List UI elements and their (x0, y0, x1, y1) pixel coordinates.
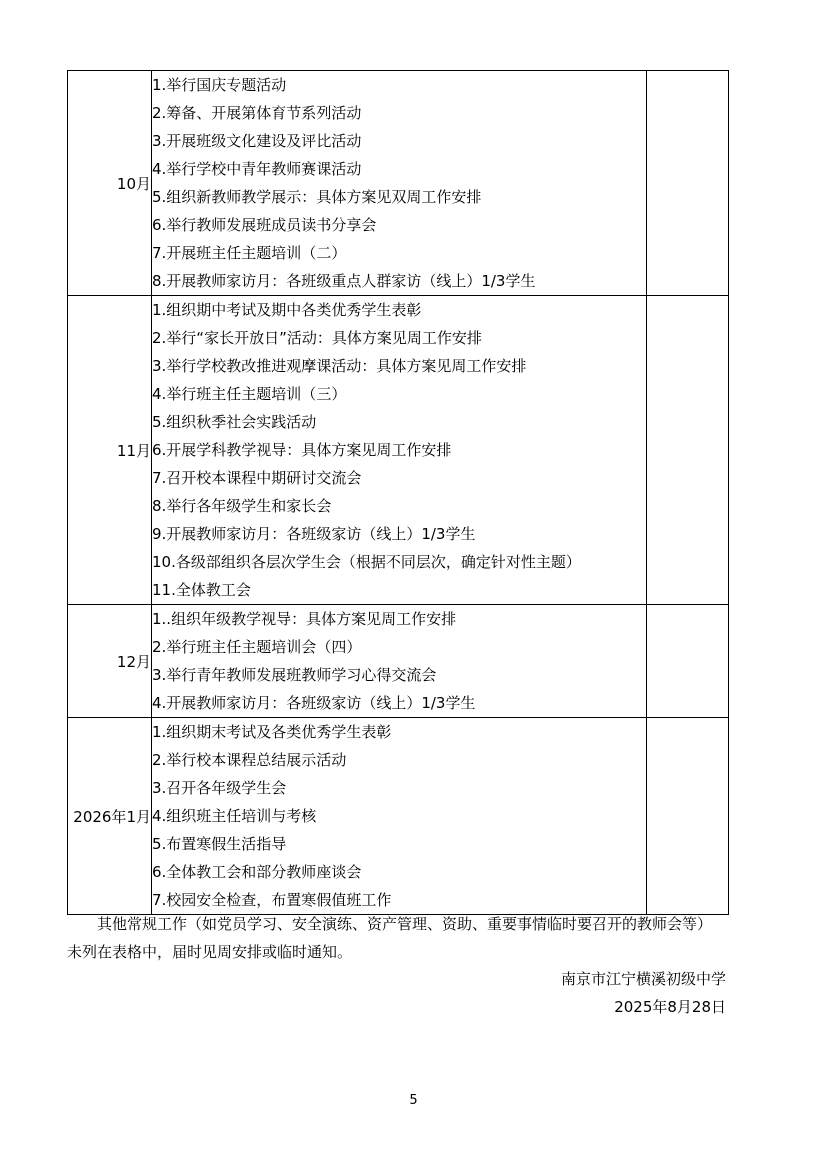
activities-cell (152, 605, 647, 718)
month-cell: 12月 (68, 605, 152, 718)
activity-item: 5.组织新教师教学展示：具体方案见双周工作安排 (152, 188, 482, 206)
activity-item: 6.开展学科教学视导：具体方案见周工作安排 (152, 441, 452, 459)
activity-item: 3.开展班级文化建设及评比活动 (152, 132, 362, 150)
activities-cell (152, 71, 647, 296)
activity-item: 4.举行班主任主题培训（三） (152, 385, 347, 403)
month-cell: 11月 (68, 296, 152, 605)
activity-item: 8.开展教师家访月：各班级重点人群家访（线上）1/3学生 (152, 272, 536, 290)
activity-item: 6.全体教工会和部分教师座谈会 (152, 863, 362, 881)
activity-item: 2.筹备、开展第体育节系列活动 (152, 104, 362, 122)
activity-item: 5.组织秋季社会实践活动 (152, 413, 317, 431)
activity-item: 2.举行“家长开放日”活动：具体方案见周工作安排 (152, 329, 482, 347)
remarks-cell (647, 605, 729, 718)
activity-item: 8.举行各年级学生和家长会 (152, 497, 332, 515)
month-cell: 2026年1月 (68, 718, 152, 915)
schedule-table (67, 70, 729, 915)
remarks-cell (647, 296, 729, 605)
activity-item: 11.全体教工会 (152, 581, 251, 599)
activity-item: 9.开展教师家访月：各班级家访（线上）1/3学生 (152, 525, 476, 543)
activity-item: 2.举行校本课程总结展示活动 (152, 751, 347, 769)
activity-item: 4.组织班主任培训与考核 (152, 807, 317, 825)
schedule-row (68, 71, 729, 296)
activity-item: 4.开展教师家访月：各班级家访（线上）1/3学生 (152, 694, 476, 712)
remarks-cell (647, 718, 729, 915)
activities-cell (152, 296, 647, 605)
activity-item: 3.举行青年教师发展班教师学习心得交流会 (152, 666, 437, 684)
activity-item: 2.举行班主任主题培训会（四） (152, 638, 362, 656)
month-cell: 10月 (68, 71, 152, 296)
activity-item: 1.举行国庆专题活动 (152, 76, 287, 94)
activity-item: 7.校园安全检查，布置寒假值班工作 (152, 891, 392, 909)
footer-note: 其他常规工作（如党员学习、安全演练、资产管理、资助、重要事情临时要召开的教师会等）未列在表格中，届时见周安排或临时通知。 (67, 915, 713, 961)
page-number: 5 (409, 1093, 418, 1108)
schedule-table-body (68, 71, 729, 915)
activity-item: 5.布置寒假生活指导 (152, 835, 287, 853)
schedule-row (68, 296, 729, 605)
activities-cell (152, 718, 647, 915)
activity-item: 7.召开校本课程中期研讨交流会 (152, 469, 362, 487)
activity-item: 3.召开各年级学生会 (152, 779, 287, 797)
activity-item: 6.举行教师发展班成员读书分享会 (152, 216, 377, 234)
activity-item: 1.组织期末考试及各类优秀学生表彰 (152, 723, 392, 741)
activity-item: 1..组织年级教学视导：具体方案见周工作安排 (152, 610, 457, 628)
schedule-row (68, 605, 729, 718)
activity-item: 3.举行学校教改推进观摩课活动：具体方案见周工作安排 (152, 357, 527, 375)
activity-item: 1.组织期中考试及期中各类优秀学生表彰 (152, 301, 422, 319)
remarks-cell (647, 71, 729, 296)
activity-item: 7.开展班主任主题培训（二） (152, 244, 347, 262)
document-date: 2025年8月28日 (614, 998, 726, 1016)
schedule-row (68, 718, 729, 915)
activity-item: 10.各级部组织各层次学生会（根据不同层次，确定针对性主题） (152, 553, 581, 571)
activity-item: 4.举行学校中青年教师赛课活动 (152, 160, 362, 178)
school-name: 南京市江宁横溪初级中学 (560, 970, 726, 988)
